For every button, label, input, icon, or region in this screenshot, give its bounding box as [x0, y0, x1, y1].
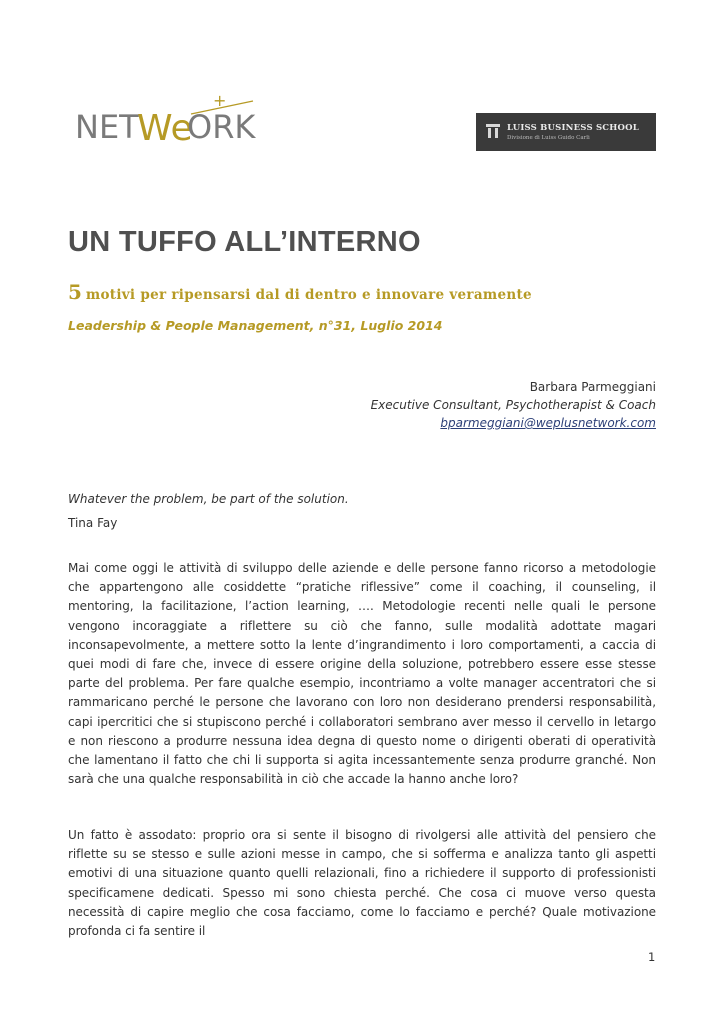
subtitle-text: motivi per ripensarsi dal di dentro e innovare veramente	[85, 287, 532, 303]
article-subtitle	[68, 280, 532, 304]
publication-source: Leadership & People Management, n°31, Luglio 2014	[68, 318, 443, 333]
subtitle-number: 5	[68, 280, 82, 304]
author-name: Barbara Parmeggiani	[529, 380, 656, 394]
article-title: UN TUFFO ALL’INTERNO	[68, 226, 421, 258]
epigraph-quote: Whatever the problem, be part of the solution.	[68, 492, 349, 506]
body-paragraph-1: Mai come oggi le attività di sviluppo delle aziende e delle persone fanno ricorso a metodologie che appartengono alle cosiddette “pratiche riflessive” come il coaching, il counseling, il mentoring, la facilitazione, l’action learning, …. Metodologie recenti nelle quali le persone vengono incoraggiate a riflettere su ciò che fanno, sulle modalità adottate magari inconsapevolmente, a mettere sotto la lente d’ingrandimento i loro comportamenti, a caccia di quei modi di fare che, invece di essere origine della soluzione, potrebbero essere esse stesse parte del problema. Per fare qualche esempio, incontriamo a volte manager accentratori che si rammaricano perché le persone che lavorano con loro non desiderano prendersi responsabilità, capi ipercritici che si stupiscono perché i collaboratori sembrano aver messo il cervello in letargo e non riescono a produrre nessuna idea degna di questo nome o dirigenti oberati di operatività che lamentano il fatto che chi li supporta si agita incessantemente senza produrre granché. Non sarà che una qualche responsabilità in ciò che accade la hanno anche loro?	[68, 561, 656, 787]
author-role: Executive Consultant, Psychotherapist & Coach	[370, 398, 656, 412]
logo-text-net: NET	[75, 108, 139, 146]
luiss-business-school-logo	[476, 113, 656, 151]
luiss-emblem-icon	[486, 124, 500, 138]
body-paragraph-2: Un fatto è assodato: proprio ora si sente il bisogno di rivolgersi alle attività del pensiero che riflette su se stesso e sulle azioni messe in campo, che si sofferma e analizza tanto gli aspetti emotivi di una situazione quanto quelli relazionali, fino a richiedere il supporto di professionisti specificamene dedicati. Spesso mi sono chiesta perché. Che cosa ci muove verso questa necessità di capire meglio che cosa facciamo, come lo facciamo e perché? Quale motivazione profonda ci fa sentire il	[68, 828, 656, 939]
partner-logo-title: LUISS BUSINESS SCHOOL	[507, 123, 639, 133]
epigraph	[68, 490, 349, 532]
logo-text-we: We	[137, 108, 193, 149]
partner-logo-subtitle: Divisione di Luiss Guido Carli	[507, 135, 590, 141]
author-email-link[interactable]: bparmeggiani@weplusnetwork.com	[440, 416, 656, 430]
page-number: 1	[648, 950, 656, 964]
author-block	[371, 378, 656, 432]
logo-text-plus: +	[213, 92, 227, 110]
we-plus-network-logo	[75, 92, 260, 152]
epigraph-author: Tina Fay	[68, 516, 118, 530]
logo-text-ork: ORK	[187, 108, 256, 146]
